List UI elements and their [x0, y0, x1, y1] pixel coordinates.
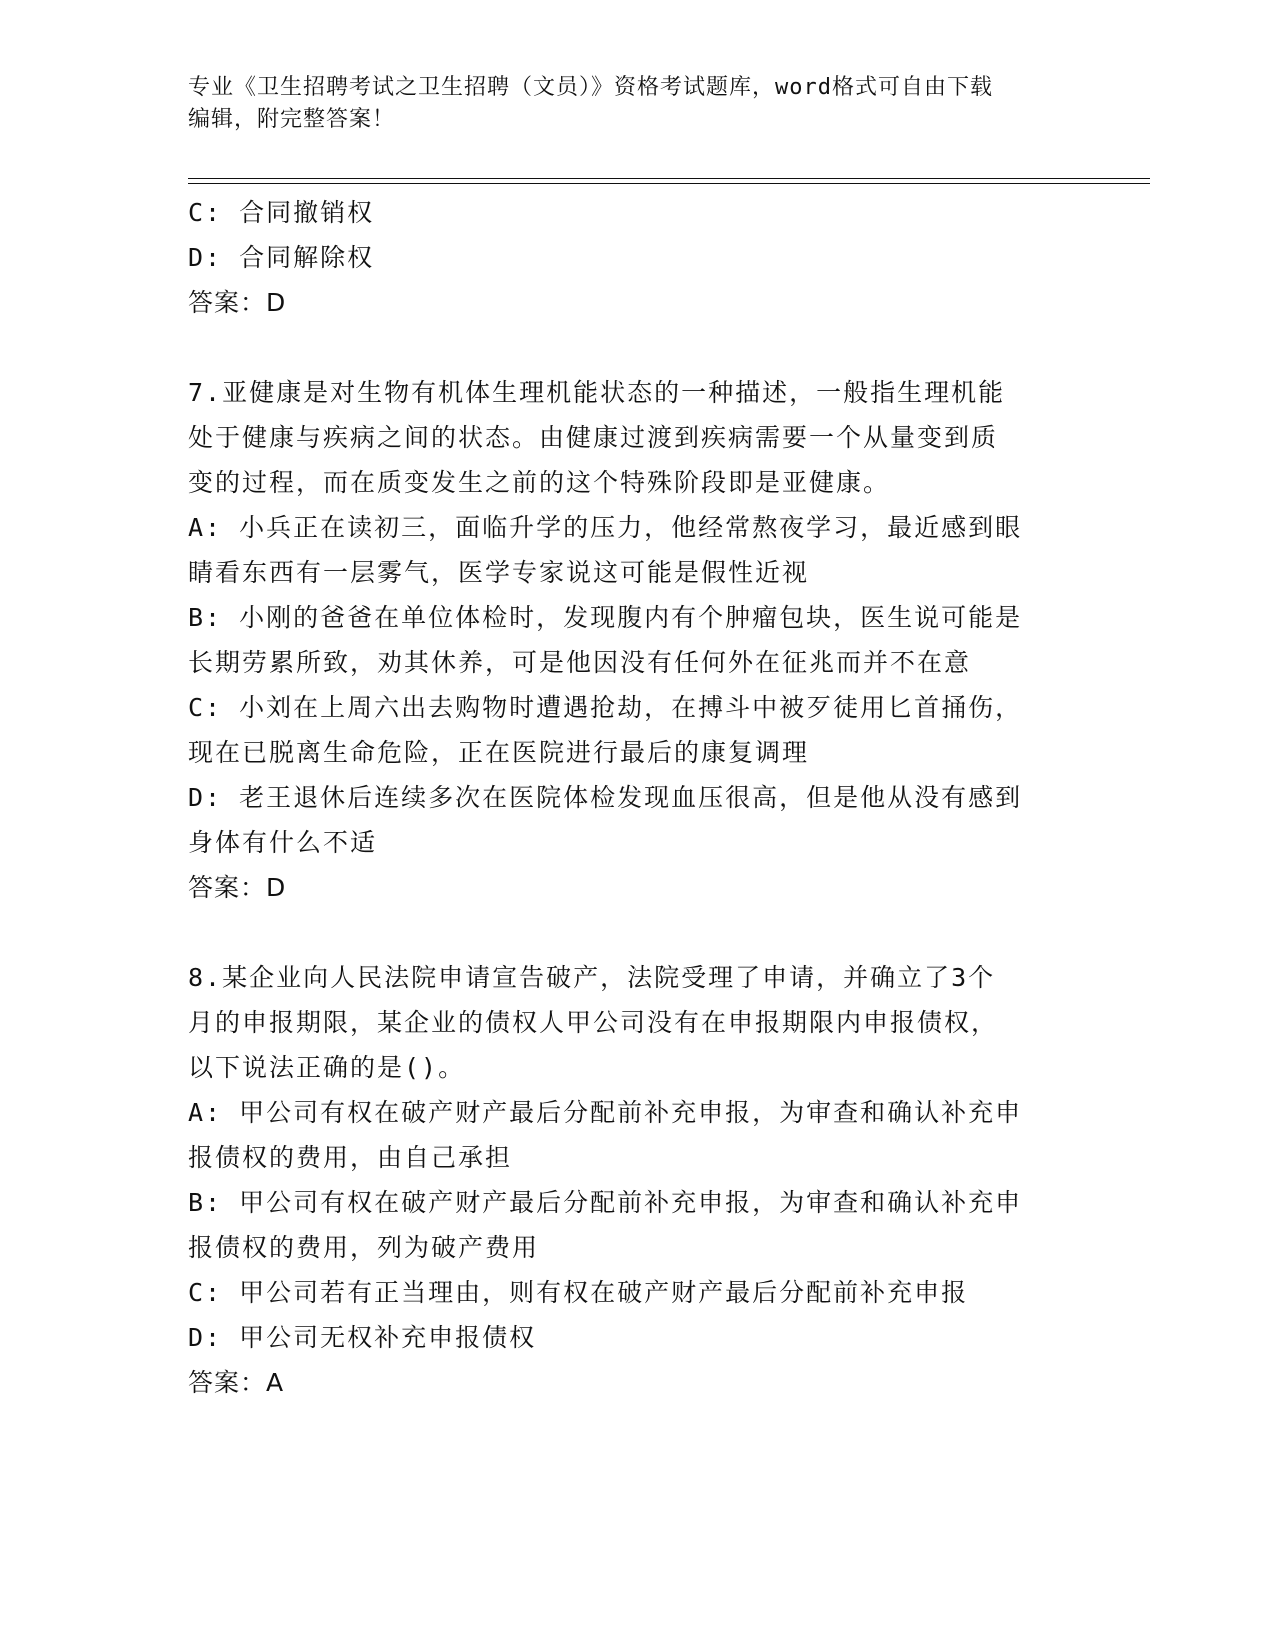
q8-option-b-cont: 报债权的费用，列为破产费用	[188, 1233, 540, 1262]
q8-stem-line: 以下说法正确的是()。	[188, 1053, 466, 1082]
spacer	[188, 325, 1088, 370]
question-8	[188, 955, 1088, 1405]
q8-stem-line: 月的申报期限，某企业的债权人甲公司没有在申报期限内申报债权，	[188, 1008, 999, 1037]
header-line-2: 编辑，附完整答案！	[188, 107, 396, 132]
q7-option-c-cont: 现在已脱离生命危险，正在医院进行最后的康复调理	[188, 738, 810, 767]
q8-option-a: A: 甲公司有权在破产财产最后分配前补充申报，为审查和确认补充申	[188, 1098, 1023, 1127]
q8-option-d: D: 甲公司无权补充申报债权	[188, 1323, 537, 1352]
q7-stem-line: 处于健康与疾病之间的状态。由健康过渡到疾病需要一个从量变到质	[188, 423, 999, 452]
question-7	[188, 370, 1088, 910]
q8-option-a-cont: 报债权的费用，由自己承担	[188, 1143, 513, 1172]
q8-option-b: B: 甲公司有权在破产财产最后分配前补充申报，为审查和确认补充申	[188, 1188, 1023, 1217]
header-divider-top	[188, 178, 1150, 179]
q7-option-c: C: 小刘在上周六出去购物时遭遇抢劫，在搏斗中被歹徒用匕首捅伤，	[188, 693, 1023, 722]
q7-option-d: D: 老王退休后连续多次在医院体检发现血压很高，但是他从没有感到	[188, 783, 1023, 812]
spacer	[188, 910, 1088, 955]
q8-answer: 答案：A	[188, 1368, 285, 1397]
q7-option-d-cont: 身体有什么不适	[188, 828, 378, 857]
q8-stem-line: 8.某企业向人民法院申请宣告破产，法院受理了申请，并确立了3个	[188, 963, 996, 992]
q7-answer: 答案：D	[188, 873, 287, 902]
prev-answer: 答案：D	[188, 288, 287, 317]
question-content	[188, 190, 1088, 1405]
prev-option-d: D: 合同解除权	[188, 243, 375, 272]
page-header	[188, 72, 1068, 136]
q8-option-c: C: 甲公司若有正当理由，则有权在破产财产最后分配前补充申报	[188, 1278, 969, 1307]
q7-option-a-cont: 睛看东西有一层雾气，医学专家说这可能是假性近视	[188, 558, 810, 587]
q7-option-b-cont: 长期劳累所致，劝其休养，可是他因没有任何外在征兆而并不在意	[188, 648, 972, 677]
q7-option-a: A: 小兵正在读初三，面临升学的压力，他经常熬夜学习，最近感到眼	[188, 513, 1023, 542]
q7-option-b: B: 小刚的爸爸在单位体检时，发现腹内有个肿瘤包块，医生说可能是	[188, 603, 1023, 632]
header-divider-bottom	[188, 183, 1150, 184]
prev-option-c: C: 合同撤销权	[188, 198, 375, 227]
q7-stem-line: 7.亚健康是对生物有机体生理机能状态的一种描述，一般指生理机能	[188, 378, 1006, 407]
q7-stem-line: 变的过程，而在质变发生之前的这个特殊阶段即是亚健康。	[188, 468, 891, 497]
header-line-1: 专业《卫生招聘考试之卫生招聘（文员）》资格考试题库，word格式可自由下载	[188, 75, 993, 100]
